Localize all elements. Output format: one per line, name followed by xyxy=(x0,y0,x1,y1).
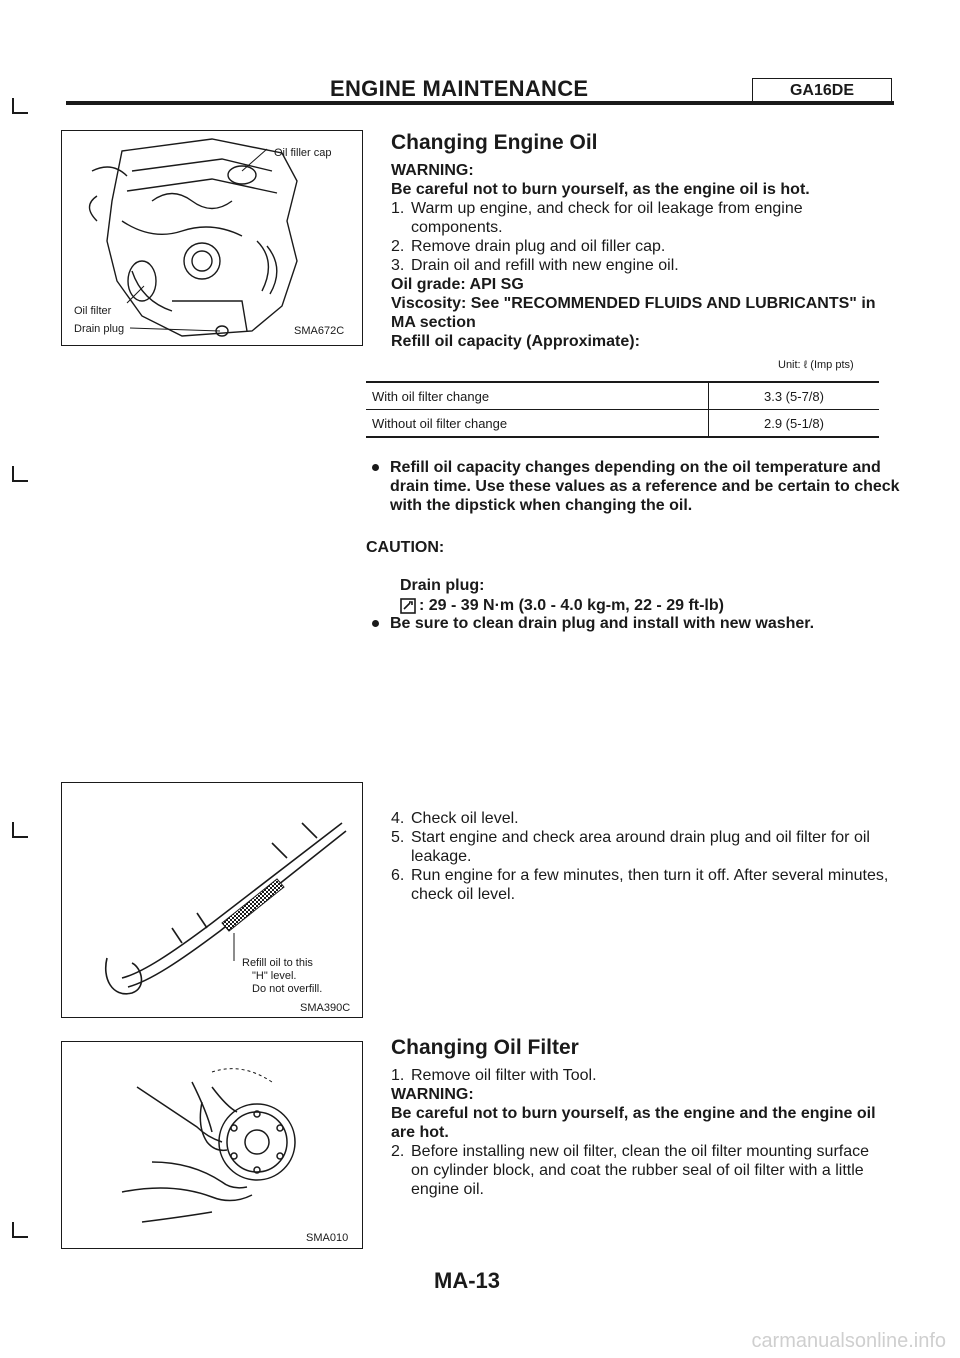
section-title-changing-engine-oil: Changing Engine Oil xyxy=(391,131,598,154)
dipstick-illustration-icon xyxy=(62,783,362,1017)
table-row xyxy=(366,410,879,437)
unit-label: Unit: ℓ (Imp pts) xyxy=(778,359,854,371)
table-cell: 2.9 (5-1/8) xyxy=(764,415,824,431)
figure-code: SMA390C xyxy=(300,1002,351,1014)
torque-wrench-icon xyxy=(400,598,416,614)
watermark: carmanualsonline.info xyxy=(751,1330,946,1352)
label-oil-filler-cap: Oil filler cap xyxy=(274,147,332,159)
bullet-note: Refill oil capacity changes depending on the oil temperature and drain time. Use these values as a reference and be certain to check with the dipstick when changing the oil. xyxy=(366,458,902,515)
caution-item: Be sure to clean drain plug and install with new washer. xyxy=(366,614,902,633)
viscosity: Viscosity: See "RECOMMENDED FLUIDS AND LUBRICANTS" in MA section xyxy=(391,295,876,331)
engine-figure xyxy=(61,130,363,346)
warning-text-2: Be careful not to burn yourself, as the engine and the engine oil are hot. xyxy=(391,1105,876,1141)
crop-mark xyxy=(12,98,28,114)
crop-mark xyxy=(12,1222,28,1238)
table-cell: With oil filter change xyxy=(366,383,709,410)
bullet-icon xyxy=(372,464,379,471)
crop-mark xyxy=(12,822,28,838)
filter-step-1: 1. Remove oil filter with Tool. xyxy=(391,1067,597,1084)
figure-code: SMA010 xyxy=(306,1232,349,1244)
steps-list xyxy=(391,199,891,275)
list-item: 1. Warm up engine, and check for oil leakage from engine components. xyxy=(391,200,803,236)
bullet-icon xyxy=(372,620,379,627)
table-cell: 3.3 (5-7/8) xyxy=(764,388,824,404)
crop-mark xyxy=(12,466,28,482)
dipstick-figure xyxy=(61,782,363,1018)
section-title-changing-oil-filter: Changing Oil Filter xyxy=(391,1036,579,1059)
oil-grade: Oil grade: API SG xyxy=(391,276,524,293)
drain-plug-label: Drain plug: xyxy=(400,577,485,594)
table-row xyxy=(366,383,879,410)
list-item: 3. Drain oil and refill with new engine oil. xyxy=(391,257,679,274)
engine-code-badge: GA16DE xyxy=(752,78,892,104)
note-line1: Refill oil to this xyxy=(242,957,313,969)
filter-step-2: 2. Before installing new oil filter, clean the oil filter mounting surface on cylinder block, and coat the rubber seal of oil filter with a little engine oil. xyxy=(391,1143,870,1198)
capacity-label: Refill oil capacity (Approximate): xyxy=(391,333,640,350)
list-item: 6. Run engine for a few minutes, then turn it off. After several minutes, check oil level. xyxy=(391,867,889,903)
label-oil-filter: Oil filter xyxy=(74,305,112,317)
note-line3: Do not overfill. xyxy=(252,983,323,995)
warning-label-2: WARNING: xyxy=(391,1086,474,1103)
list-item: 4. Check oil level. xyxy=(391,810,519,827)
steps-list-continued xyxy=(391,809,891,904)
page-header-title: ENGINE MAINTENANCE xyxy=(330,76,589,101)
capacity-table xyxy=(366,381,879,438)
oil-filter-figure xyxy=(61,1041,363,1249)
table-cell: Without oil filter change xyxy=(366,410,709,437)
page-number: MA-13 xyxy=(434,1268,501,1293)
oil-filter-hands-icon xyxy=(62,1042,362,1248)
caution-label: CAUTION: xyxy=(366,539,445,556)
list-item: 2. Remove drain plug and oil filler cap. xyxy=(391,238,666,255)
header-rule xyxy=(66,101,894,105)
warning-label: WARNING: xyxy=(391,162,474,179)
figure-code: SMA672C xyxy=(294,325,345,337)
note-line2: "H" level. xyxy=(252,970,297,982)
warning-text: Be careful not to burn yourself, as the engine oil is hot. xyxy=(391,181,810,198)
torque-spec: : 29 - 39 N·m (3.0 - 4.0 kg-m, 22 - 29 ft-lb) xyxy=(400,596,724,615)
label-drain-plug: Drain plug xyxy=(74,323,125,335)
list-item: 5. Start engine and check area around drain plug and oil filter for oil leakage. xyxy=(391,829,870,865)
